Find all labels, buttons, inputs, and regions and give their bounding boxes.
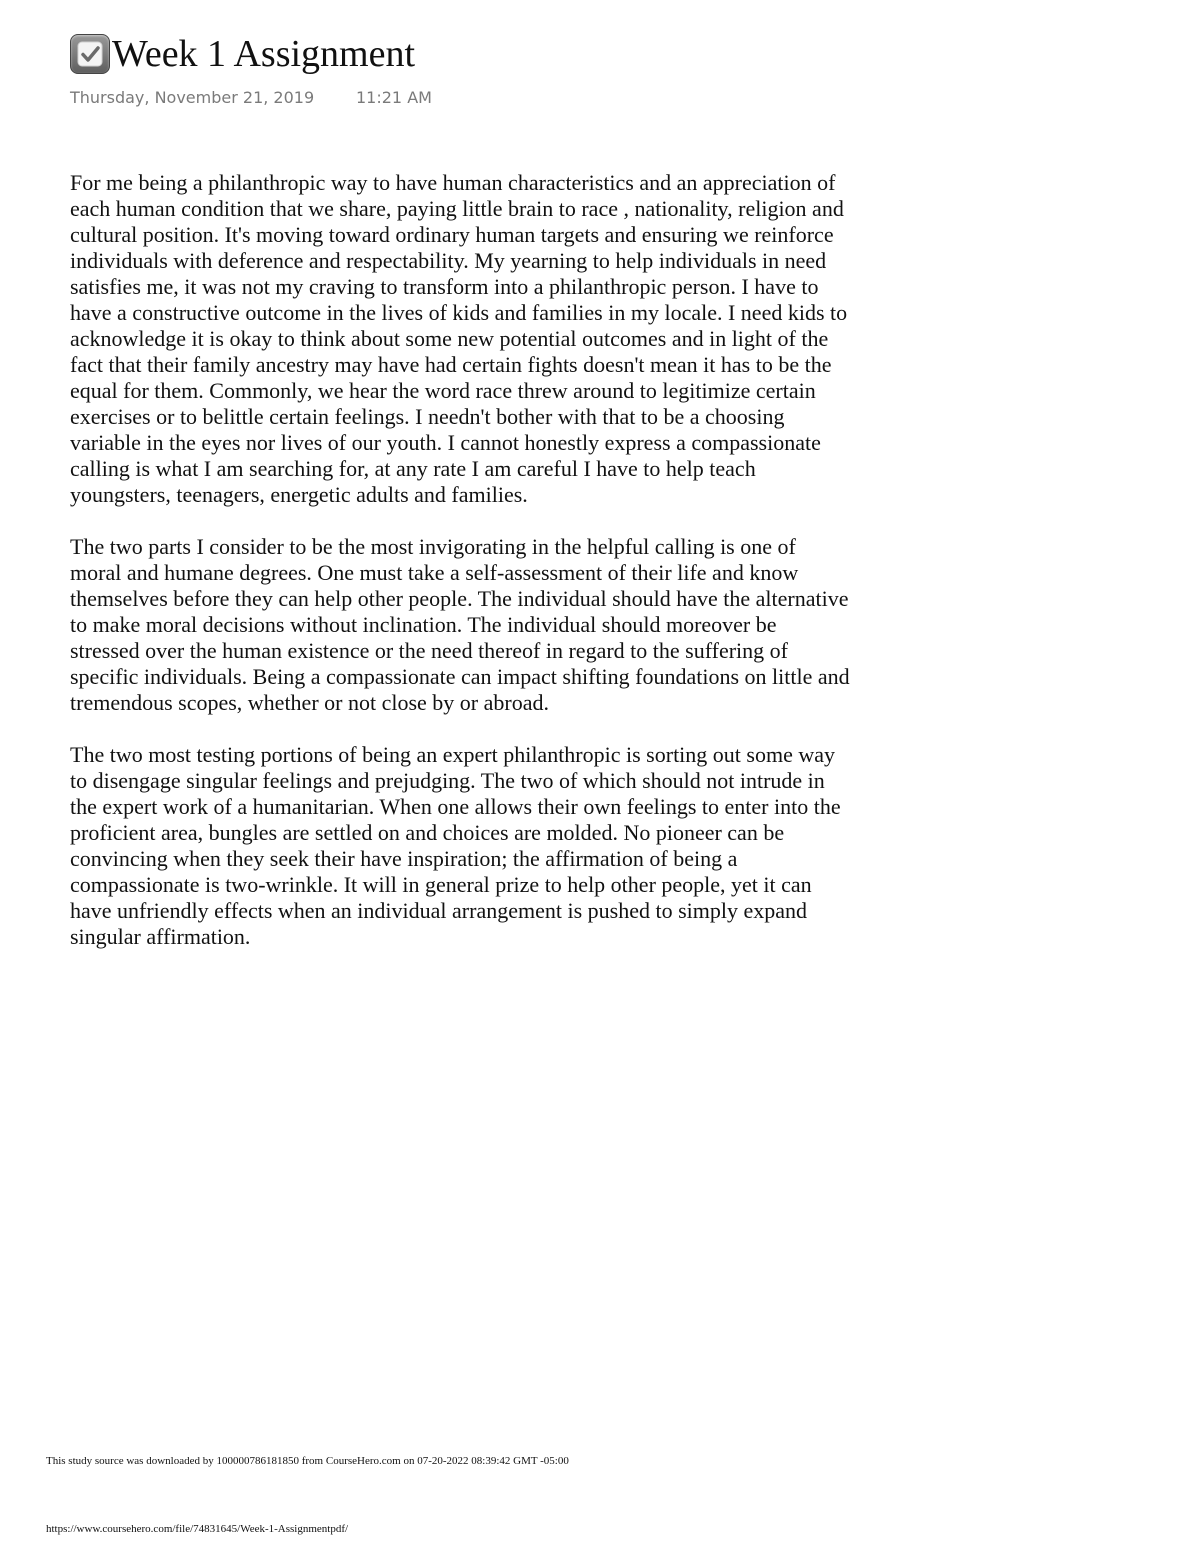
paragraph-2: The two parts I consider to be the most invigorating in the helpful calling is one of moral and humane degrees. One must take a self-assessment of their life and know themselves before they can help other people. The individual should have the alternative to make moral decisions without inclination. The individual should moreover be stressed over the human existence or the need thereof in regard to the suffering of specific individuals. Being a compassionate can impact shifting foundations on little and tremendous scopes, whether or not close by or abroad. [70,534,850,715]
paragraph-1: For me being a philanthropic way to have human characteristics and an appreciation of each human condition that we share, paying little brain to race , nationality, religion and cultural position. It's moving toward ordinary human targets and ensuring we reinforce individuals with deference and respectability. My yearning to help individuals in need satisfies me, it was not my craving to transform into a philanthropic person. I have to have a constructive outcome in the lives of kids and families in my locale. I need kids to acknowledge it is okay to think about some new potential outcomes and in light of the fact that their family ancestry may have had certain fights doesn't mean it has to be the equal for them. Commonly, we hear the word race threw around to legitimize certain exercises or to belittle certain feelings. I needn't bother with that to be a choosing variable in the eyes nor lives of our youth. I cannot honestly express a compassionate calling is what I am searching for, at any rate I am careful I have to help teach youngsters, teenagers, energetic adults and families. [70,170,848,507]
download-source-note: This study source was downloaded by 100000786181850 from CourseHero.com on 07-20-2022 08:39:42 GMT -05:00 [46,1455,569,1467]
paragraph-3: The two most testing portions of being an expert philanthropic is sorting out some way to disengage singular feelings and prejudging. The two of which should not intrude in the expert work of a humanitarian. When one allows their own feelings to enter into the proficient area, bungles are settled on and choices are molded. No pioneer can be convincing when they seek their have inspiration; the affirmation of being a compassionate is two-wrinkle. It will in general prize to help other people, yet it can have unfriendly effects when an individual arrangement is pushed to simply expand singular affirmation. [70,742,841,949]
document-header [70,32,415,76]
page-title: Week 1 Assignment [112,33,416,75]
note-time: 11:21 AM [356,88,432,107]
timestamp-row [70,88,432,107]
checkbox-checked-icon [70,34,110,74]
note-date: Thursday, November 21, 2019 [70,88,315,107]
document-body [70,170,850,976]
source-url: https://www.coursehero.com/file/74831645/Week-1-Assignmentpdf/ [46,1523,349,1535]
